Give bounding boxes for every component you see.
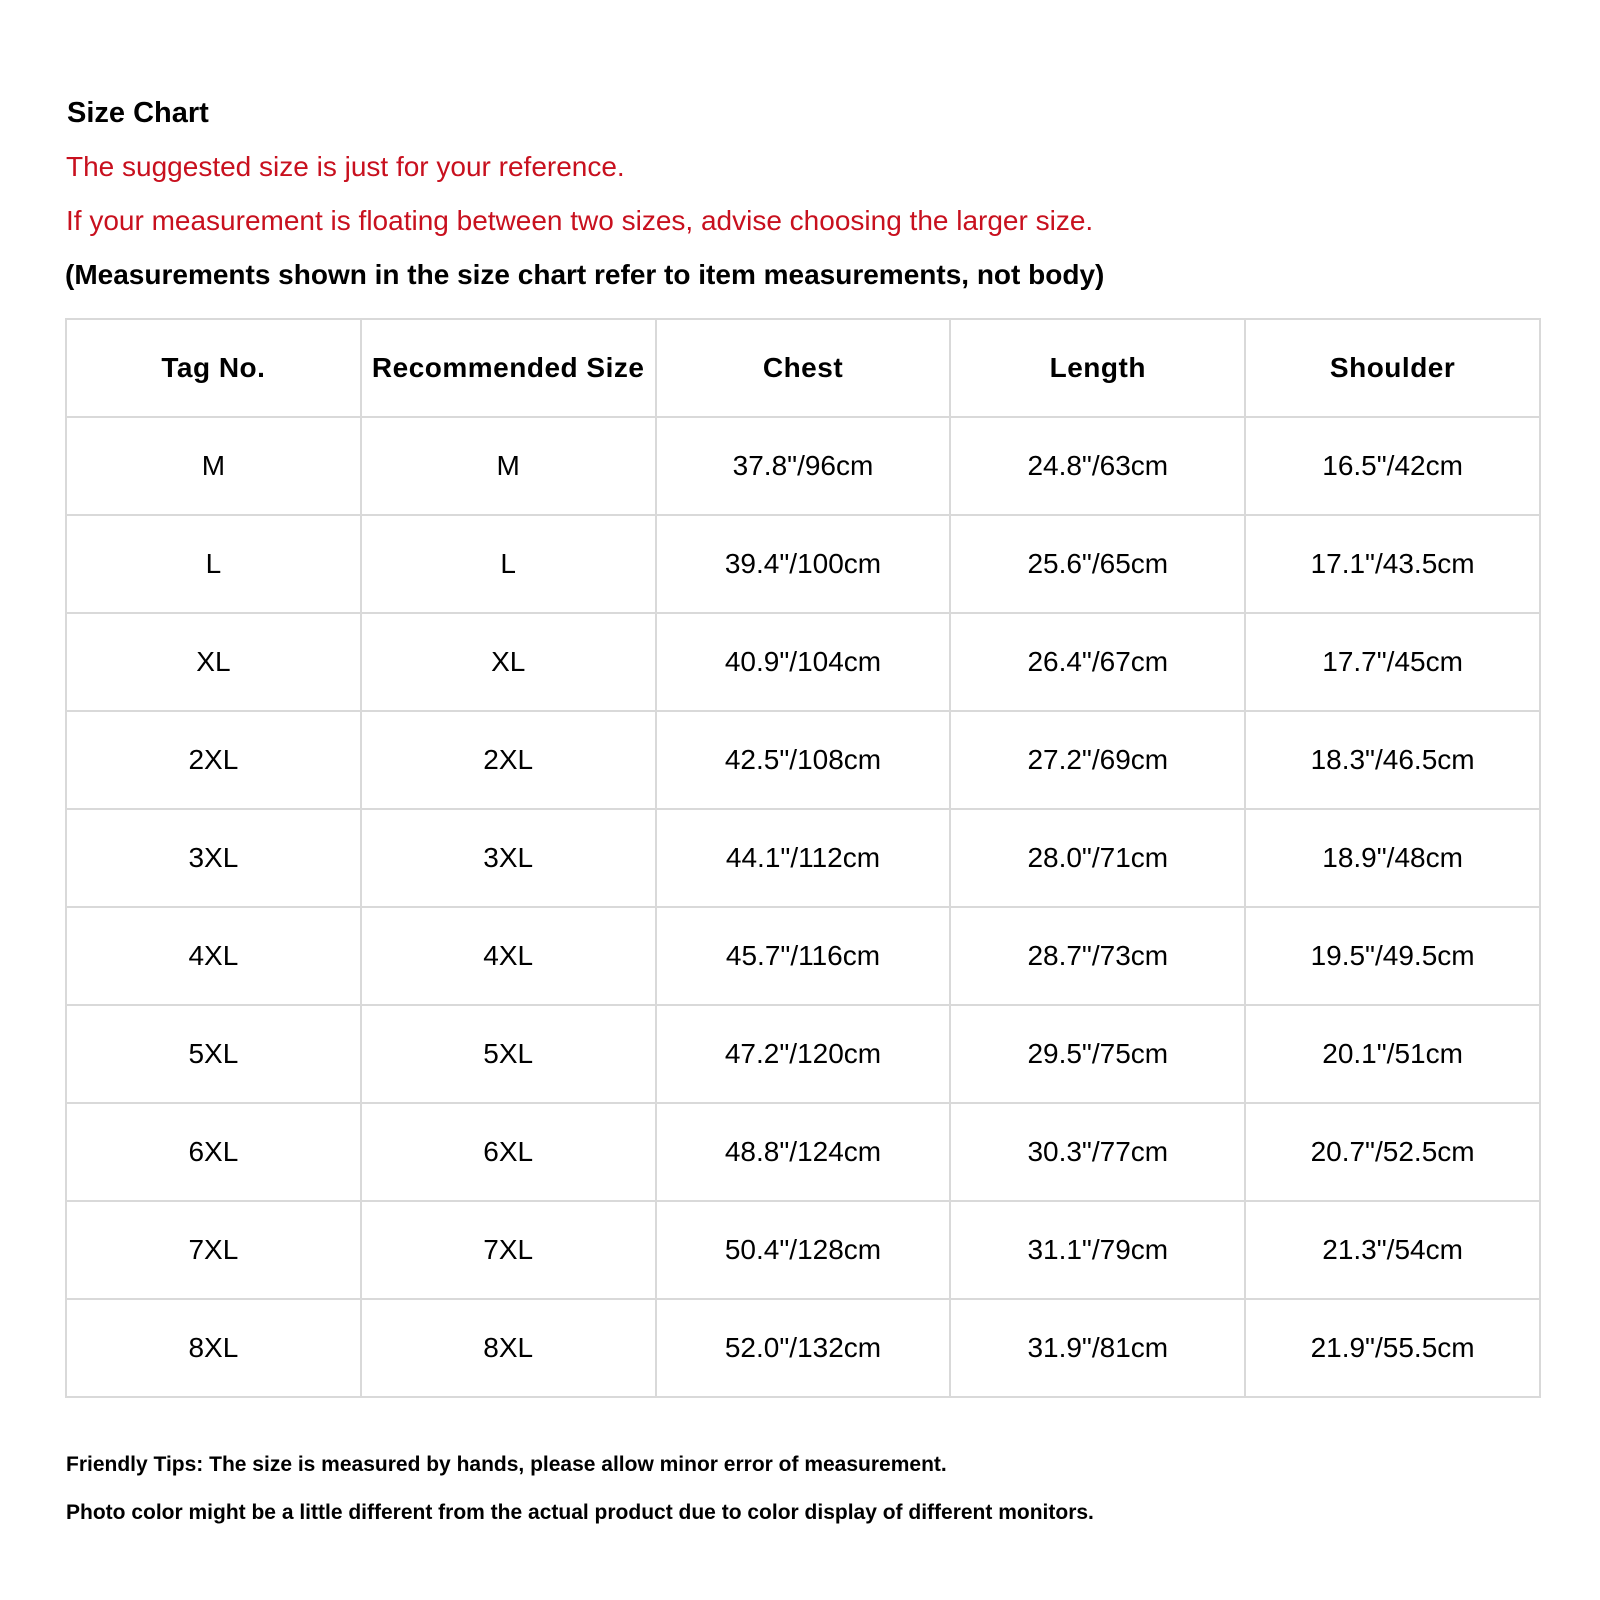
header-chest: Chest	[656, 319, 951, 417]
header-length: Length	[950, 319, 1245, 417]
cell-chest: 52.0"/132cm	[656, 1299, 951, 1397]
cell-shoulder: 17.1"/43.5cm	[1245, 515, 1540, 613]
cell-tag-no: 4XL	[66, 907, 361, 1005]
cell-shoulder: 18.9"/48cm	[1245, 809, 1540, 907]
table-row	[66, 1103, 1540, 1201]
cell-chest: 40.9"/104cm	[656, 613, 951, 711]
cell-tag-no: 3XL	[66, 809, 361, 907]
table-row	[66, 1299, 1540, 1397]
reference-note: The suggested size is just for your reference.	[66, 151, 625, 182]
table-row	[66, 613, 1540, 711]
cell-recommended-size: 3XL	[361, 809, 656, 907]
cell-recommended-size: 5XL	[361, 1005, 656, 1103]
table-header-row	[66, 319, 1540, 417]
cell-length: 26.4"/67cm	[950, 613, 1245, 711]
cell-chest: 50.4"/128cm	[656, 1201, 951, 1299]
header-shoulder: Shoulder	[1245, 319, 1540, 417]
table-row	[66, 1005, 1540, 1103]
table-row	[66, 515, 1540, 613]
cell-tag-no: 6XL	[66, 1103, 361, 1201]
cell-length: 27.2"/69cm	[950, 711, 1245, 809]
cell-chest: 47.2"/120cm	[656, 1005, 951, 1103]
cell-length: 24.8"/63cm	[950, 417, 1245, 515]
cell-recommended-size: 8XL	[361, 1299, 656, 1397]
cell-shoulder: 20.7"/52.5cm	[1245, 1103, 1540, 1201]
larger-size-note: If your measurement is floating between two sizes, advise choosing the larger size.	[66, 205, 1094, 236]
cell-tag-no: XL	[66, 613, 361, 711]
cell-length: 30.3"/77cm	[950, 1103, 1245, 1201]
cell-recommended-size: 6XL	[361, 1103, 656, 1201]
cell-shoulder: 16.5"/42cm	[1245, 417, 1540, 515]
cell-tag-no: 8XL	[66, 1299, 361, 1397]
item-measurement-note: (Measurements shown in the size chart refer to item measurements, not body)	[65, 259, 1105, 290]
cell-shoulder: 21.3"/54cm	[1245, 1201, 1540, 1299]
cell-recommended-size: 2XL	[361, 711, 656, 809]
table-row	[66, 711, 1540, 809]
cell-shoulder: 18.3"/46.5cm	[1245, 711, 1540, 809]
cell-chest: 42.5"/108cm	[656, 711, 951, 809]
header-tag-no: Tag No.	[66, 319, 361, 417]
cell-length: 28.7"/73cm	[950, 907, 1245, 1005]
cell-chest: 37.8"/96cm	[656, 417, 951, 515]
table-row	[66, 809, 1540, 907]
cell-length: 31.9"/81cm	[950, 1299, 1245, 1397]
table-row	[66, 907, 1540, 1005]
cell-length: 29.5"/75cm	[950, 1005, 1245, 1103]
cell-chest: 39.4"/100cm	[656, 515, 951, 613]
cell-tag-no: 2XL	[66, 711, 361, 809]
cell-length: 28.0"/71cm	[950, 809, 1245, 907]
cell-tag-no: 5XL	[66, 1005, 361, 1103]
friendly-tips: Friendly Tips: The size is measured by hands, please allow minor error of measurement.	[66, 1453, 947, 1476]
cell-shoulder: 17.7"/45cm	[1245, 613, 1540, 711]
cell-recommended-size: L	[361, 515, 656, 613]
cell-length: 31.1"/79cm	[950, 1201, 1245, 1299]
cell-recommended-size: M	[361, 417, 656, 515]
table-row	[66, 417, 1540, 515]
cell-shoulder: 19.5"/49.5cm	[1245, 907, 1540, 1005]
cell-chest: 44.1"/112cm	[656, 809, 951, 907]
cell-recommended-size: XL	[361, 613, 656, 711]
cell-chest: 48.8"/124cm	[656, 1103, 951, 1201]
photo-color-note: Photo color might be a little different from the actual product due to color display of different monitors.	[66, 1501, 1094, 1524]
cell-chest: 45.7"/116cm	[656, 907, 951, 1005]
cell-length: 25.6"/65cm	[950, 515, 1245, 613]
table-row	[66, 1201, 1540, 1299]
cell-shoulder: 20.1"/51cm	[1245, 1005, 1540, 1103]
page-title: Size Chart	[67, 97, 209, 129]
cell-shoulder: 21.9"/55.5cm	[1245, 1299, 1540, 1397]
cell-tag-no: 7XL	[66, 1201, 361, 1299]
header-recommended-size: Recommended Size	[361, 319, 656, 417]
size-chart-table	[65, 318, 1541, 1398]
cell-tag-no: L	[66, 515, 361, 613]
cell-recommended-size: 7XL	[361, 1201, 656, 1299]
cell-recommended-size: 4XL	[361, 907, 656, 1005]
cell-tag-no: M	[66, 417, 361, 515]
